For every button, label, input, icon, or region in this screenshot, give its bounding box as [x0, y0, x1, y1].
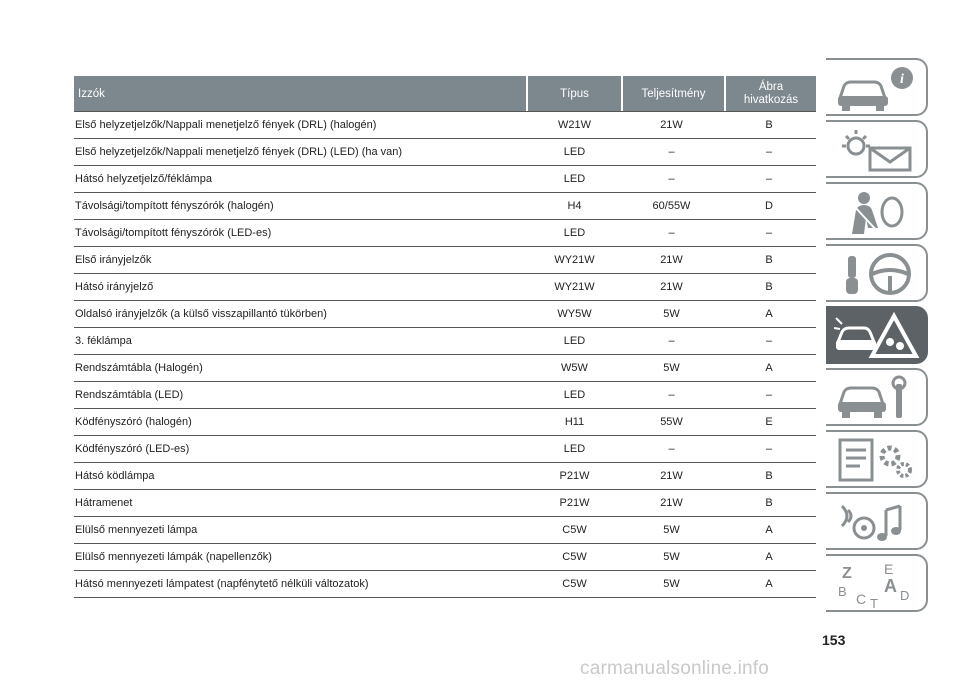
table-row [74, 571, 816, 598]
tab-in-an-emergency[interactable] [826, 306, 928, 364]
figure-ref-cell: A [765, 551, 773, 563]
bulb-type-cell: C5W [562, 551, 587, 563]
tab-index[interactable] [826, 554, 928, 612]
bulb-power-cell: 60/55W [652, 200, 691, 212]
tab-safety[interactable] [826, 182, 928, 240]
bulb-name-cell: 3. féklámpa [75, 335, 132, 347]
figure-ref-cell: B [765, 119, 773, 131]
bulb-type-cell: W5W [561, 362, 588, 374]
bulb-type-cell: W21W [558, 119, 591, 131]
bulb-type-cell: LED [563, 443, 586, 455]
tab-technical-data[interactable] [826, 430, 928, 488]
bulb-name-cell: Első helyzetjelzők/Nappali menetjelző fények (DRL) (LED) (ha van) [75, 146, 403, 158]
alphabetical-index-icon [834, 560, 920, 610]
bulb-power-cell: – [668, 227, 675, 239]
tab-warning-lights-messages[interactable] [826, 120, 928, 178]
table-row [74, 139, 816, 166]
bulb-power-cell: – [668, 146, 675, 158]
technical-data-gears-icon [834, 436, 920, 486]
page-number: 153 [822, 632, 846, 648]
bulb-type-cell: P21W [559, 497, 590, 509]
index-letter: A [884, 576, 897, 596]
table-row [74, 220, 816, 247]
bulb-power-cell: – [668, 389, 675, 401]
table-row [74, 274, 816, 301]
figure-ref-cell: – [765, 227, 773, 239]
multimedia-icon [834, 498, 920, 548]
table-body [74, 111, 816, 598]
index-letter: D [900, 588, 910, 603]
table-row [74, 193, 816, 220]
bulb-name-cell: Oldalsó irányjelzők (a külső visszapillantó tükörben) [75, 308, 327, 320]
bulb-power-cell: 5W [663, 362, 680, 374]
header-ref-line1: Ábra [758, 80, 784, 93]
tab-starting-driving[interactable] [826, 244, 928, 302]
tab-multimedia[interactable] [826, 492, 928, 550]
header-type: Típus [528, 76, 623, 111]
figure-ref-cell: B [765, 497, 773, 509]
bulb-name-cell: Rendszámtábla (Halogén) [75, 362, 203, 374]
bulb-type-cell: LED [563, 173, 586, 185]
bulb-name-cell: Hátsó irányjelző [75, 281, 154, 293]
figure-ref-cell: E [765, 416, 773, 428]
table-row [74, 301, 816, 328]
figure-ref-cell: D [765, 200, 773, 212]
table-row [74, 517, 816, 544]
figure-ref-cell: – [765, 146, 773, 158]
tab-car-info[interactable] [826, 58, 928, 116]
bulb-type-cell: LED [563, 146, 586, 158]
bulb-type-cell: C5W [562, 578, 587, 590]
breakdown-warning-triangle-icon [834, 312, 920, 362]
table-row [74, 544, 816, 571]
bulb-power-cell: – [668, 173, 675, 185]
figure-ref-cell: B [765, 254, 773, 266]
key-steering-wheel-icon [834, 250, 920, 300]
table-row [74, 166, 816, 193]
bulb-power-cell: – [668, 443, 675, 455]
bulb-type-cell: WY21W [554, 281, 595, 293]
bulb-type-cell: H11 [564, 416, 585, 428]
figure-ref-cell: – [765, 389, 773, 401]
bulb-name-cell: Elülső mennyezeti lámpák (napellenzők) [75, 551, 272, 563]
bulb-type-cell: LED [563, 335, 586, 347]
header-bulbs: Izzók [74, 76, 528, 111]
bulb-power-cell: 21W [660, 254, 683, 266]
table-row [74, 355, 816, 382]
figure-ref-cell: A [765, 524, 773, 536]
header-power: Teljesítmény [623, 76, 726, 111]
bulb-name-cell: Távolsági/tompított fényszórók (halogén) [75, 200, 274, 212]
header-ref-line2: hivatkozás [743, 93, 799, 106]
bulb-power-cell: 5W [663, 551, 680, 563]
tab-servicing-care[interactable] [826, 368, 928, 426]
bulb-power-cell: 5W [663, 308, 680, 320]
index-letter: T [870, 596, 878, 610]
bulb-name-cell: Hátsó ködlámpa [75, 470, 155, 482]
bulb-name-cell: Hátsó mennyezeti lámpatest (napfénytető nélküli változatok) [75, 578, 369, 590]
table-row [74, 382, 816, 409]
warning-lights-message-icon [834, 126, 920, 176]
bulb-type-cell: LED [563, 389, 586, 401]
bulb-table [74, 76, 816, 598]
bulb-power-cell: 21W [660, 470, 683, 482]
figure-ref-cell: A [765, 578, 773, 590]
bulb-name-cell: Első irányjelzők [75, 254, 152, 266]
bulb-name-cell: Hátramenet [75, 497, 133, 509]
watermark: carmanualsonline.info [580, 658, 770, 679]
figure-ref-cell: – [765, 443, 773, 455]
bulb-power-cell: – [668, 335, 675, 347]
bulb-type-cell: C5W [562, 524, 587, 536]
bulb-name-cell: Rendszámtábla (LED) [75, 389, 184, 401]
bulb-type-cell: WY5W [557, 308, 592, 320]
car-maintenance-icon [834, 374, 920, 424]
figure-ref-cell: – [765, 335, 773, 347]
bulb-name-cell: Ködfényszóró (halogén) [75, 416, 192, 428]
table-header [74, 76, 816, 111]
bulb-power-cell: 21W [660, 281, 683, 293]
index-letter: C [856, 591, 867, 607]
bulb-power-cell: 21W [660, 497, 683, 509]
bulb-type-cell: P21W [559, 470, 590, 482]
index-letter: E [884, 561, 894, 577]
header-figure-reference [726, 76, 816, 111]
table-row [74, 247, 816, 274]
bulb-name-cell: Hátsó helyzetjelző/féklámpa [75, 173, 212, 185]
car-info-icon [834, 64, 920, 114]
bulb-type-cell: LED [563, 227, 586, 239]
bulb-power-cell: 21W [660, 119, 683, 131]
table-row [74, 111, 816, 139]
bulb-type-cell: WY21W [554, 254, 595, 266]
table-row [74, 409, 816, 436]
figure-ref-cell: – [765, 173, 773, 185]
bulb-name-cell: Távolsági/tompított fényszórók (LED-es) [75, 227, 272, 239]
seatbelt-airbag-icon [834, 188, 920, 238]
figure-ref-cell: A [765, 308, 773, 320]
figure-ref-cell: B [765, 470, 773, 482]
bulb-power-cell: 55W [660, 416, 683, 428]
table-row [74, 436, 816, 463]
table-row [74, 328, 816, 355]
figure-ref-cell: A [765, 362, 773, 374]
bulb-name-cell: Első helyzetjelzők/Nappali menetjelző fények (DRL) (halogén) [75, 119, 377, 131]
bulb-name-cell: Elülső mennyezeti lámpa [75, 524, 198, 536]
chapter-sidebar [826, 58, 928, 616]
index-letter: Z [842, 565, 852, 582]
table-row [74, 490, 816, 517]
table-row [74, 463, 816, 490]
svg-text:i: i [900, 72, 904, 87]
bulb-name-cell: Ködfényszóró (LED-es) [75, 443, 190, 455]
figure-ref-cell: B [765, 281, 773, 293]
bulb-power-cell: 5W [663, 524, 680, 536]
index-letter: B [838, 584, 847, 599]
bulb-power-cell: 5W [663, 578, 680, 590]
bulb-type-cell: H4 [567, 200, 582, 212]
